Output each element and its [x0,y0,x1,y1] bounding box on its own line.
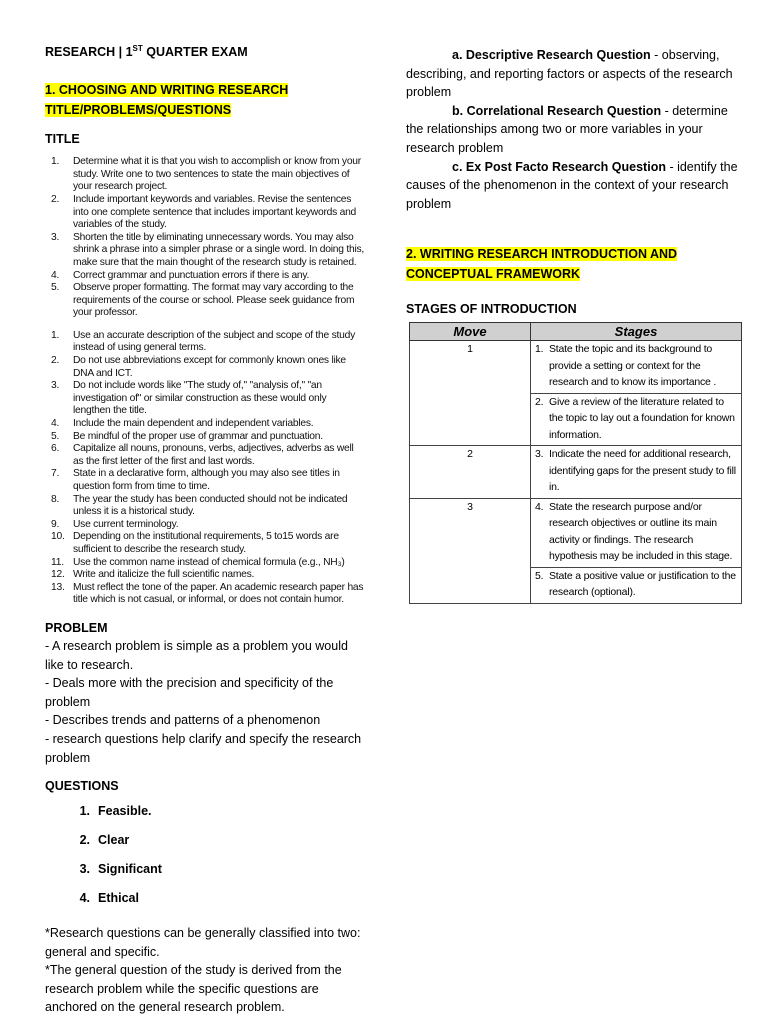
item-text: Depending on the institutional requirements, 5 to15 words are sufficient to describe the research study. [73,531,339,555]
question-text: Feasible. [98,804,152,819]
question-item [45,862,365,891]
stage-text [535,341,737,391]
item-text: Observe proper formatting. The format may vary according to the requirements of the course or school. Please seek guidance from your professor. [73,282,355,319]
item-text: Write and italicize the full scientific names. [73,569,255,581]
col-move-header: Move [410,323,531,341]
item-number: 2. [51,193,60,205]
problem-line: - research questions help clarify and specify the research problem [45,731,362,765]
item-number: 3. [51,380,60,392]
stage-desc: State the research purpose and/or research objectives or outline its main activity or findings. The research hypothesis may be included in this stage. [549,500,733,563]
item-number: 13. [51,581,65,593]
item-number: 5. [51,430,60,442]
question-text: Ethical [98,891,139,906]
questions-label: QUESTIONS [45,779,119,794]
list-item [45,569,365,582]
table-row [410,498,742,567]
item-number: 11. [51,556,64,568]
item-number: 4. [51,418,60,430]
problem-text [45,637,365,767]
stage-desc: Indicate the need for additional research, identifying gaps for the present study to fill in. [549,448,736,494]
table-row [410,341,742,394]
list-item [45,557,365,570]
list-item [45,194,365,232]
stage-number: 5. [535,569,544,582]
table-row [410,446,742,499]
question-number: 1. [79,804,90,819]
item-text: Include important keywords and variables. Revise the sentences into one complete sentence that includes important keywords and variables of the study. [73,193,357,231]
problem-line: - Deals more with the precision and specificity of the problem [45,676,334,709]
question-number: 2. [79,833,90,848]
item-number: 2. [51,355,60,367]
list-item [45,468,365,493]
stage-text [535,499,737,565]
item-text: Do not include words like "The study of," "analysis of," "an investigation of" or similar construction as these would only lengthen the title. [73,380,327,417]
left-column [45,44,365,1017]
note-classification: *Research questions can be generally classified into two: general and specific. [45,926,361,959]
stage-desc: State a positive value or justification to the research (optional). [549,569,736,599]
list-item [45,582,365,607]
item-number: 10. [51,531,65,543]
stage-cell [531,393,742,446]
question-type-label: a. Descriptive Research Question [452,48,651,62]
section-1-heading: 1. CHOOSING AND WRITING RESEARCH TITLE/PROBLEMS/QUESTIONS [45,83,289,117]
section-2-heading: 2. WRITING RESEARCH INTRODUCTION AND CONCEPTUAL FRAMEWORK [406,247,678,281]
stage-cell [531,567,742,603]
question-text: Significant [98,862,162,877]
stage-number: 4. [535,500,544,513]
note-general-question: *The general question of the study is derived from the research problem while the specific questions are anchored on the general research problem. [45,963,342,1015]
question-types [406,46,746,213]
question-type-label: b. Correlational Research Question [452,103,662,118]
question-item [45,833,365,862]
stage-number: 3. [535,448,544,461]
list-item [45,443,365,468]
move-cell: 1 [410,341,531,446]
title-label: TITLE [45,132,80,147]
page-title: RESEARCH | 1ST QUARTER EXAM [45,44,248,60]
question-item [45,804,365,833]
list-item [45,519,365,532]
title-rules-list [45,330,365,607]
item-number: 5. [51,282,60,294]
question-type [406,46,746,102]
question-type-desc: - observing, describing, and reporting factors or aspects of the research problem [406,48,733,100]
list-item [45,380,365,418]
list-item [45,270,365,283]
item-text: Determine what it is that you wish to accomplish or know from your study. Write one to two sentences to state the main objectives of your research project. [73,156,361,193]
list-item [45,156,365,194]
stage-text [535,394,737,444]
stage-cell [531,341,742,394]
col-stages-header: Stages [531,323,742,341]
stage-number: 2. [535,395,544,408]
question-type-desc: - identify the causes of the phenomenon in the context of your research problem [406,159,738,211]
item-text: Use the common name instead of chemical formula (e.g., NH₃) [73,556,345,568]
stage-desc: State the topic and its background to provide a setting or context for the research and to know its importance . [549,343,717,389]
item-text: Correct grammar and punctuation errors if there is any. [73,269,310,281]
stage-text [535,568,737,601]
problem-label: PROBLEM [45,620,108,635]
item-text: Use current terminology. [73,518,179,530]
question-text: Clear [98,833,130,848]
title-steps-list [45,156,365,320]
question-item [45,891,365,920]
question-number: 3. [79,862,90,877]
question-type-desc: - determine the relationships among two or more variables in your research problem [406,103,728,155]
stage-cell [531,446,742,499]
stage-cell [531,498,742,567]
questions-list [45,804,365,920]
list-item [45,494,365,519]
item-text: The year the study has been conducted should not be indicated unless it is a historical study. [73,493,348,518]
item-text: Use an accurate description of the subject and scope of the study instead of using general terms. [73,329,355,354]
item-number: 6. [51,443,60,455]
move-cell: 3 [410,498,531,603]
stages-label: STAGES OF INTRODUCTION [406,302,577,317]
item-text: Do not use abbreviations except for commonly known ones like DNA and ICT. [73,355,346,379]
move-cell: 2 [410,446,531,499]
list-item [45,232,365,270]
stages-table [409,322,742,604]
question-type-label: c. Ex Post Facto Research Question [452,159,666,174]
item-number: 1. [51,156,60,168]
stage-desc: Give a review of the literature related to the topic to lay out a foundation for known information. [549,395,735,441]
item-number: 3. [51,231,60,243]
list-item [45,330,365,355]
list-item [45,355,365,380]
list-item [45,418,365,431]
item-text: Capitalize all nouns, pronouns, verbs, adjectives, adverbs as well as the first letter of the first and last words. [73,443,354,467]
item-number: 8. [51,493,60,505]
question-type [406,158,746,214]
item-text: Include the main dependent and independent variables. [73,418,314,430]
list-item [45,282,365,320]
item-text: State in a declarative form, although you may also see titles in question form from time to time. [73,468,340,492]
problem-line: - Describes trends and patterns of a phenomenon [45,713,321,728]
item-text: Be mindful of the proper use of grammar and punctuation. [73,430,323,442]
item-number: 9. [51,518,60,530]
stage-text [535,446,737,496]
right-column [406,46,746,604]
item-number: 7. [51,468,60,480]
question-type [406,102,746,158]
question-number: 4. [79,891,90,906]
item-number: 12. [51,569,65,581]
item-text: Must reflect the tone of the paper. An academic research paper has title which is not casual, or informal, or does not contain humor. [73,581,364,606]
problem-line: - A research problem is simple as a problem you would like to research. [45,638,348,672]
list-item [45,531,365,556]
item-number: 4. [51,269,60,281]
item-number: 1. [51,329,60,341]
stage-number: 1. [535,343,544,356]
list-item [45,431,365,444]
item-text: Shorten the title by eliminating unnecessary words. You may also shrink a phrase into a simpler phrase or a single word. In doing this, make sure that the main thought of the research study is retained. [73,231,364,268]
